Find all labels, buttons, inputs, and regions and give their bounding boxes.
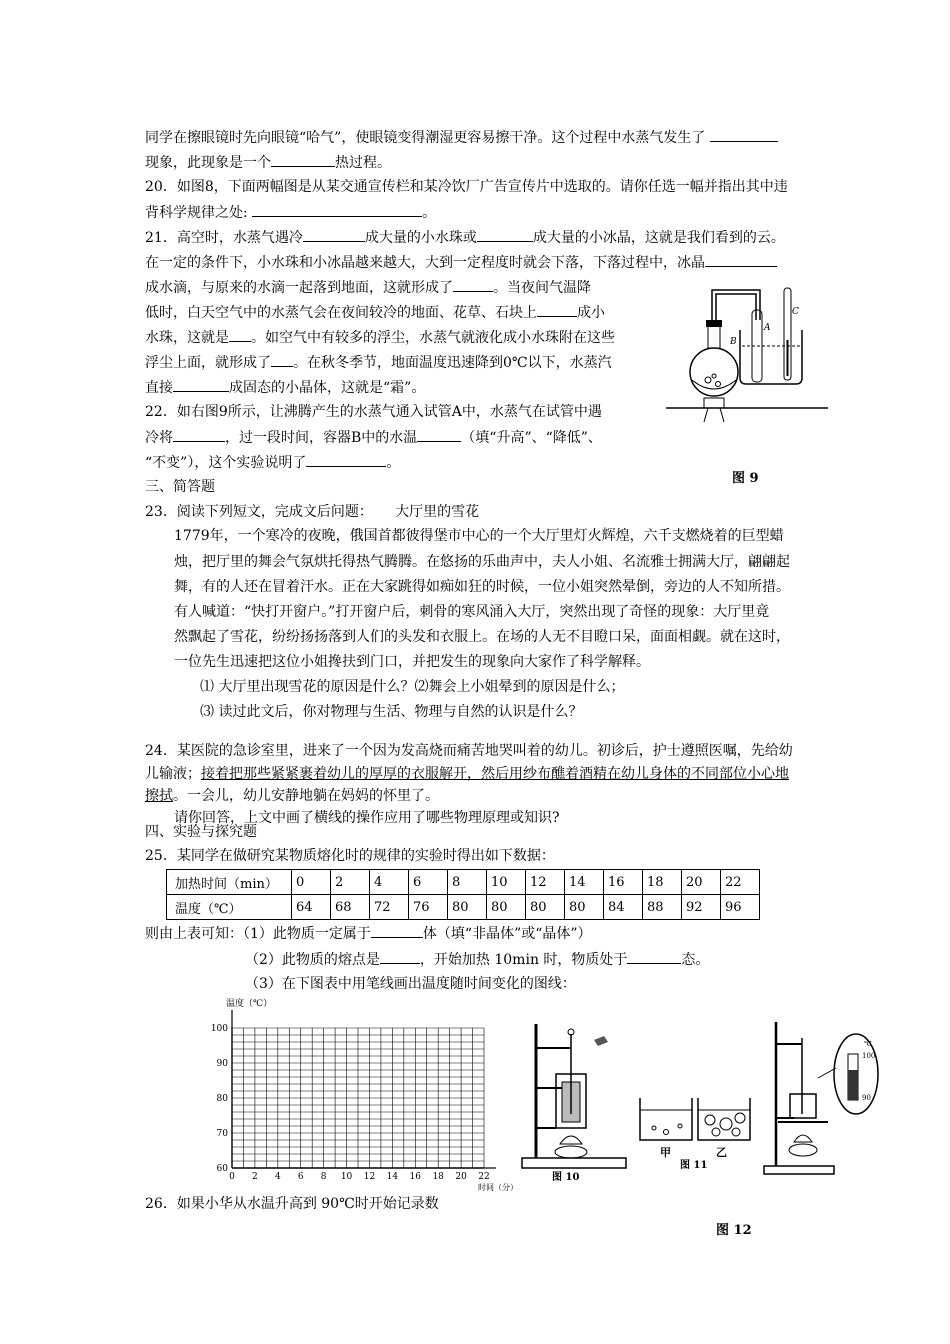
data-table bbox=[166, 869, 760, 920]
x-tick-label: 18 bbox=[432, 1172, 444, 1182]
text-line: 在一定的条件下，小水珠和小冰晶越来越大，大到一定程度时就会下落，下落过程中，冰晶 bbox=[145, 252, 777, 273]
text-line: 成水滴，与原来的水滴一起落到地面，这就形成了 。当夜间气温降 bbox=[145, 277, 591, 298]
text-line: 背科学规律之处: 。 bbox=[145, 202, 436, 223]
table-cell: 8 bbox=[448, 870, 487, 895]
section-3-heading: 三、简答题 bbox=[145, 479, 215, 495]
text-line: 冷将 ，过一段时间，容器B中的水温 （填“升高”、“降低”、 bbox=[145, 427, 602, 448]
label-yi: 乙 bbox=[716, 1146, 727, 1159]
y-tick-label: 80 bbox=[216, 1094, 228, 1104]
question-21: 21．高空时，水蒸气遇冷 成大量的小水珠或 成大量的小冰晶，这就是我们看到的云。 bbox=[145, 227, 785, 248]
answer-line-1: 则由上表可知：（1）此物质一定属于 体（填“非晶体”或“晶体”） bbox=[145, 923, 592, 944]
figure-9-caption: 图 9 bbox=[732, 471, 759, 486]
figure-9-apparatus bbox=[664, 280, 836, 430]
y-tick-label: 100 bbox=[210, 1024, 228, 1034]
passage-title: 大厅里的雪花 bbox=[395, 504, 480, 520]
y-tick-label: 60 bbox=[216, 1164, 228, 1174]
table-cell: 80 bbox=[487, 895, 526, 920]
text-line: 浮尘上面，就形成了 。在秋冬季节，地面温度迅速降到0℃以下，水蒸汽 bbox=[145, 352, 612, 373]
table-cell: 84 bbox=[604, 895, 643, 920]
table-cell: 4 bbox=[370, 870, 409, 895]
text-line: 儿输液；接着把那些紧紧裹着幼儿的厚厚的衣服解开，然后用纱布醮着酒精在幼儿身体的不同部位小心地 bbox=[145, 766, 789, 782]
thermo-90: 90 bbox=[862, 1094, 871, 1102]
table-cell: 80 bbox=[526, 895, 565, 920]
table-cell: 64 bbox=[292, 895, 331, 920]
question-20: 20．如图8，下面两幅图是从某交通宣传栏和某冷饮厂广告宣传片中选取的。请你任选一幅并指出其中违 bbox=[145, 179, 788, 195]
text-line: 低时，白天空气中的水蒸气会在夜间较冷的地面、花草、石块上 成小 bbox=[145, 302, 605, 323]
table-cell: 12 bbox=[526, 870, 565, 895]
x-tick-label: 8 bbox=[320, 1172, 327, 1182]
text-line: 现象，此现象是一个 热过程。 bbox=[145, 152, 391, 173]
table-cell: 88 bbox=[643, 895, 682, 920]
table-cell: 20 bbox=[682, 870, 721, 895]
question-23: 23．阅读下列短文，完成文后问题： 大厅里的雪花 bbox=[145, 504, 480, 520]
table-cell: 14 bbox=[565, 870, 604, 895]
temperature-grid bbox=[196, 998, 518, 1193]
label-a: A bbox=[764, 323, 771, 333]
table-cell: 92 bbox=[682, 895, 721, 920]
x-tick-label: 0 bbox=[229, 1172, 235, 1182]
text-line: “不变”），这个实验说明了 。 bbox=[145, 452, 400, 473]
text-line: 直接 成固态的小晶体，这就是“霜”。 bbox=[145, 377, 425, 398]
answer-line-2: （2）此物质的熔点是 ，开始加热 10min 时，物质处于 态。 bbox=[245, 949, 709, 970]
table-cell: 0 bbox=[292, 870, 331, 895]
label-b: B bbox=[730, 337, 737, 347]
answer-line-3: （3）在下图表中用笔线画出温度随时间变化的图线： bbox=[245, 976, 576, 992]
x-tick-label: 4 bbox=[274, 1172, 281, 1182]
table-cell: 2 bbox=[331, 870, 370, 895]
x-tick-label: 12 bbox=[363, 1172, 376, 1182]
x-axis-label: 时间（分） bbox=[478, 1183, 518, 1192]
x-tick-label: 16 bbox=[409, 1172, 421, 1182]
table-cell: 68 bbox=[331, 895, 370, 920]
figure-10-apparatus bbox=[520, 1018, 632, 1190]
text-line: 水珠，这就是 。如空气中有较多的浮尘，水蒸气就液化成小水珠附在这些 bbox=[145, 327, 615, 348]
passage-line: 有人喊道：“快打开窗户。”打开窗户后，刺骨的寒风涌入大厅，突然出现了奇怪的现象：大厅里竟 bbox=[174, 604, 770, 620]
figure-12-caption: 图 12 bbox=[716, 1223, 752, 1238]
table-cell: 96 bbox=[721, 895, 760, 920]
figure-12-apparatus bbox=[758, 1018, 888, 1178]
figure-11-caption: 图 11 bbox=[680, 1160, 708, 1171]
table-cell: 72 bbox=[370, 895, 409, 920]
question-22: 22．如右图9所示，让沸腾产生的水蒸气通入试管A中，水蒸气在试管中遇 bbox=[145, 404, 602, 420]
x-tick-label: 22 bbox=[478, 1172, 490, 1182]
table-row bbox=[167, 870, 760, 895]
question-24: 24．某医院的急诊室里，进来了一个因为发高烧而痛苦地哭叫着的幼儿。初诊后，护士遵照医嘱，先给幼 bbox=[145, 743, 793, 759]
passage-line: 1779年，一个寒冷的夜晚，俄国首都彼得堡市中心的一个大厅里灯火辉煌，六千支燃烧着的巨型蜡 bbox=[174, 528, 784, 544]
y-axis-label: 温度（℃） bbox=[226, 999, 273, 1009]
passage-line: 烛，把厅里的舞会气氛烘托得热气腾腾。在悠扬的乐曲声中，夫人小姐、名流雅士拥满大厅，翩翩起 bbox=[174, 554, 790, 570]
table-cell: 22 bbox=[721, 870, 760, 895]
x-tick-label: 6 bbox=[297, 1172, 304, 1182]
text-line: 擦拭。一会儿，幼儿安静地躺在妈妈的怀里了。 bbox=[145, 788, 439, 804]
table-cell: 80 bbox=[448, 895, 487, 920]
table-cell: 80 bbox=[565, 895, 604, 920]
table-header-cell: 温度（℃） bbox=[167, 895, 292, 920]
passage-line: 舞，有的人还在冒着汗水。正在大家跳得如痴如狂的时候，一位小姐突然晕倒，旁边的人不知所措。 bbox=[174, 579, 790, 595]
figure-10-caption: 图 10 bbox=[552, 1172, 580, 1183]
table-cell: 18 bbox=[643, 870, 682, 895]
label-c: C bbox=[792, 307, 799, 317]
sub-question: ⑴ 大厅里出现雪花的原因是什么？⑵舞会上小姐晕到的原因是什么； bbox=[200, 679, 625, 695]
y-tick-label: 70 bbox=[216, 1129, 228, 1139]
x-tick-label: 20 bbox=[455, 1172, 467, 1182]
section-4-heading: 四、实验与探究题 bbox=[145, 824, 257, 840]
x-tick-label: 14 bbox=[386, 1172, 399, 1182]
sub-question: ⑶ 读过此文后，你对物理与生活、物理与自然的认识是什么？ bbox=[200, 704, 583, 720]
question-25: 25．某同学在做研究某物质熔化时的规律的实验时得出如下数据： bbox=[145, 848, 555, 864]
label-jia: 甲 bbox=[660, 1146, 671, 1159]
table-cell: 16 bbox=[604, 870, 643, 895]
y-tick-label: 90 bbox=[216, 1059, 228, 1069]
table-cell: 76 bbox=[409, 895, 448, 920]
table-cell: 10 bbox=[487, 870, 526, 895]
thermo-100: 100 bbox=[862, 1052, 876, 1060]
thermo-unit: ℃ bbox=[864, 1040, 872, 1048]
text-line: 请你回答，上文中画了横线的操作应用了哪些物理原理或知识? bbox=[174, 810, 560, 826]
passage-line: 一位先生迅速把这位小姐搀扶到门口，并把发生的现象向大家作了科学解释。 bbox=[174, 654, 650, 670]
question-26: 26．如果小华从水温升高到 90℃时开始记录数 bbox=[145, 1196, 439, 1212]
table-header-cell: 加热时间（min） bbox=[167, 870, 292, 895]
figure-11-beakers bbox=[636, 1090, 754, 1170]
text-line: 同学在擦眼镜时先向眼镜“哈气”，使眼镜变得潮湿更容易擦干净。这个过程中水蒸气发生了 bbox=[145, 127, 778, 148]
x-tick-label: 2 bbox=[252, 1172, 258, 1182]
passage-line: 然飘起了雪花，纷纷扬扬落到人们的头发和衣服上。在场的人无不目瞪口呆，面面相觑。就在这时， bbox=[174, 629, 790, 645]
x-tick-label: 10 bbox=[340, 1172, 353, 1182]
table-row bbox=[167, 895, 760, 920]
table-cell: 6 bbox=[409, 870, 448, 895]
